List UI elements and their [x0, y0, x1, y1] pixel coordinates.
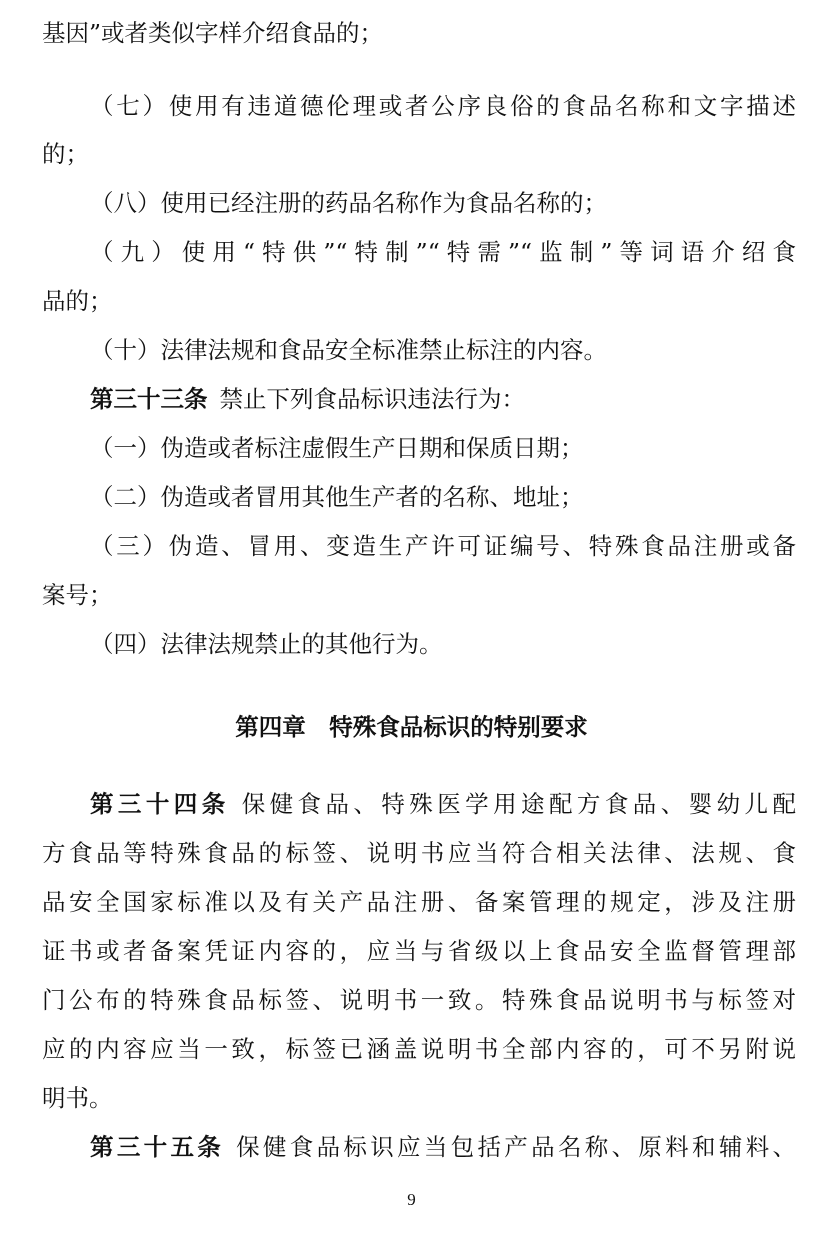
- text-line: 的；: [42, 140, 89, 168]
- article-34-text: 保健食品、特殊医学用途配方食品、婴幼儿配: [241, 790, 796, 818]
- text-line: 应的内容应当一致，标签已涵盖说明书全部内容的，可不另附说: [42, 1035, 796, 1063]
- article-33-text: 禁止下列食品标识违法行为：: [219, 385, 525, 413]
- text-line: 品安全国家标准以及有关产品注册、备案管理的规定，涉及注册: [42, 888, 796, 916]
- article-number-34: 第三十四条: [90, 790, 230, 818]
- text-line: （一）伪造或者标注虚假生产日期和保质日期；: [90, 434, 584, 462]
- text-line: （十）法律法规和食品安全标准禁止标注的内容。: [90, 336, 607, 364]
- text-line: （三）伪造、冒用、变造生产许可证编号、特殊食品注册或备: [90, 532, 796, 560]
- text-line: 案号；: [42, 581, 113, 609]
- text-line: （九）使用“特供”“特制”“特需”“监制”等词语介绍食: [90, 238, 796, 266]
- article-35-text: 保健食品标识应当包括产品名称、原料和辅料、: [236, 1133, 796, 1161]
- article-number-33: 第三十三条: [90, 385, 208, 413]
- text-line: 基因”或者类似字样介绍食品的；: [42, 19, 384, 47]
- text-line: 门公布的特殊食品标签、说明书一致。特殊食品说明书与标签对: [42, 986, 796, 1014]
- text-line: 明书。: [42, 1084, 113, 1112]
- chapter-title: 第四章 特殊食品标识的特别要求: [235, 713, 588, 741]
- article-number-35: 第三十五条: [90, 1133, 225, 1161]
- text-line: （四）法律法规禁止的其他行为。: [90, 630, 443, 658]
- text-line: （二）伪造或者冒用其他生产者的名称、地址；: [90, 483, 584, 511]
- article-34-line: [90, 786, 796, 822]
- text-line: 品的；: [42, 287, 113, 315]
- text-line: 方食品等特殊食品的标签、说明书应当符合相关法律、法规、食: [42, 839, 796, 867]
- article-35-line: [90, 1129, 796, 1165]
- article-33-line: [90, 381, 796, 417]
- text-line: 证书或者备案凭证内容的，应当与省级以上食品安全监督管理部: [42, 937, 796, 965]
- text-line: （七）使用有违道德伦理或者公序良俗的食品名称和文字描述: [90, 92, 796, 120]
- page-number: 9: [407, 1190, 416, 1209]
- text-line: （八）使用已经注册的药品名称作为食品名称的；: [90, 189, 607, 217]
